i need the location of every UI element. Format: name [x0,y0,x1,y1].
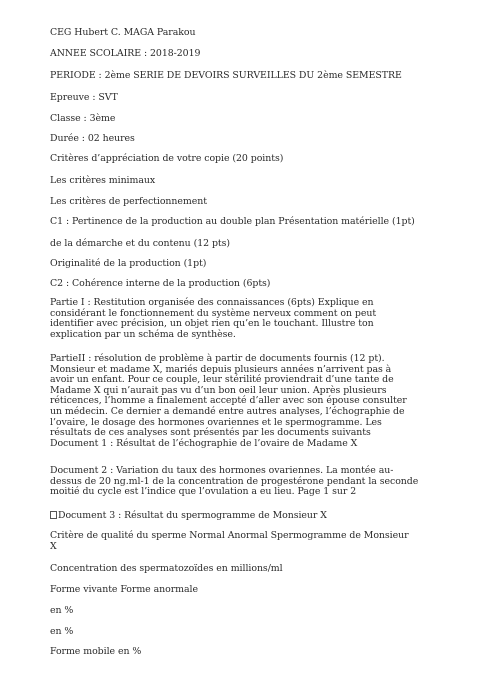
min-criteria: Les critères minimaux [50,175,156,186]
paragraph-line: X [50,540,57,552]
exam-duration: Durée : 02 heures [50,133,135,144]
paragraph-line: l’ovaire, le dosage des hormones ovariennes et le spermogramme. Les [50,416,382,428]
criterion-c1-continued: de la démarche et du contenu (12 pts) [50,238,230,249]
quality-criteria [50,531,425,552]
missing-glyph-icon [50,511,57,519]
paragraph-line: avoir un enfant. Pour ce couple, leur stérilité proviendrait d’une tante de [50,374,394,386]
paragraph-line: Madame X qui n’aurait pas vu d’un bon oeil leur union. Après plusieurs [50,384,387,396]
paragraph-line: Critère de qualité du sperme Normal Anormal Spermogramme de Monsieur [50,530,409,541]
document-3-title: Document 3 : Résultat du spermogramme de Monsieur X [50,510,430,522]
paragraph-line: identifier avec précision, un objet rien qu’en le touchant. Illustre ton [50,318,374,330]
paragraph-line: un médecin. Ce dernier a demandé entre autres analyses, l’échographie de [50,405,405,417]
forme-mobile-row: Forme mobile en % [50,646,142,657]
perf-criteria: Les critères de perfectionnement [50,196,207,207]
paragraph-line: Monsieur et madame X, mariés depuis plusieurs années n’arrivent pas à [50,363,392,375]
paragraph-line: Document 2 : Variation du taux des hormones ovariennes. La montée au- [50,465,394,476]
exam-period: PERIODE : 2ème SERIE DE DEVOIRS SURVEILLES DU 2ème SEMESTRE [50,70,402,81]
criterion-c1: C1 : Pertinence de la production au double plan Présentation matérielle (1pt) [50,216,415,227]
criteria-title: Critères d’appréciation de votre copie (20 points) [50,153,284,164]
originality: Originalité de la production (1pt) [50,258,207,269]
school-year: ANNEE SCOLAIRE : 2018-2019 [50,48,201,59]
paragraph-line: moitié du cycle est l’indice que l’ovulation a eu lieu. Page 1 sur 2 [50,486,357,498]
paragraph-line: résultats de ces analyses sont présentés par les documents suivants [50,427,371,439]
paragraph-line: réticences, l’homme a finalement accepté d’aller avec son épouse consulter [50,395,407,407]
document-2-paragraph [50,466,425,498]
unit-percent-1: en % [50,605,74,616]
exam-class: Classe : 3ème [50,113,116,124]
partie-1-paragraph [50,298,425,340]
paragraph-line: explication par un schéma de synthèse. [50,328,236,340]
paragraph-line: Partie I : Restitution organisée des connaissances (6pts) Explique en [50,297,374,308]
school-name: CEG Hubert C. MAGA Parakou [50,27,196,38]
unit-percent-2: en % [50,626,74,637]
exam-subject: Epreuve : SVT [50,92,118,103]
paragraph-line: PartieII : résolution de problème à partir de documents fournis (12 pt). [50,353,385,364]
criterion-c2: C2 : Cohérence interne de la production (6pts) [50,278,271,289]
concentration-row: Concentration des spermatozoïdes en millions/ml [50,563,283,574]
paragraph-line: considérant le fonctionnement du système nerveux comment on peut [50,307,377,319]
paragraph-line: dessus de 20 ng.ml-1 de la concentration de progestérone pendant la seconde [50,475,419,487]
paragraph-line: Document 1 : Résultat de l’échographie de l’ovaire de Madame X [50,437,358,449]
partie-2-paragraph [50,354,425,449]
forme-vivante-row: Forme vivante Forme anormale [50,584,198,595]
